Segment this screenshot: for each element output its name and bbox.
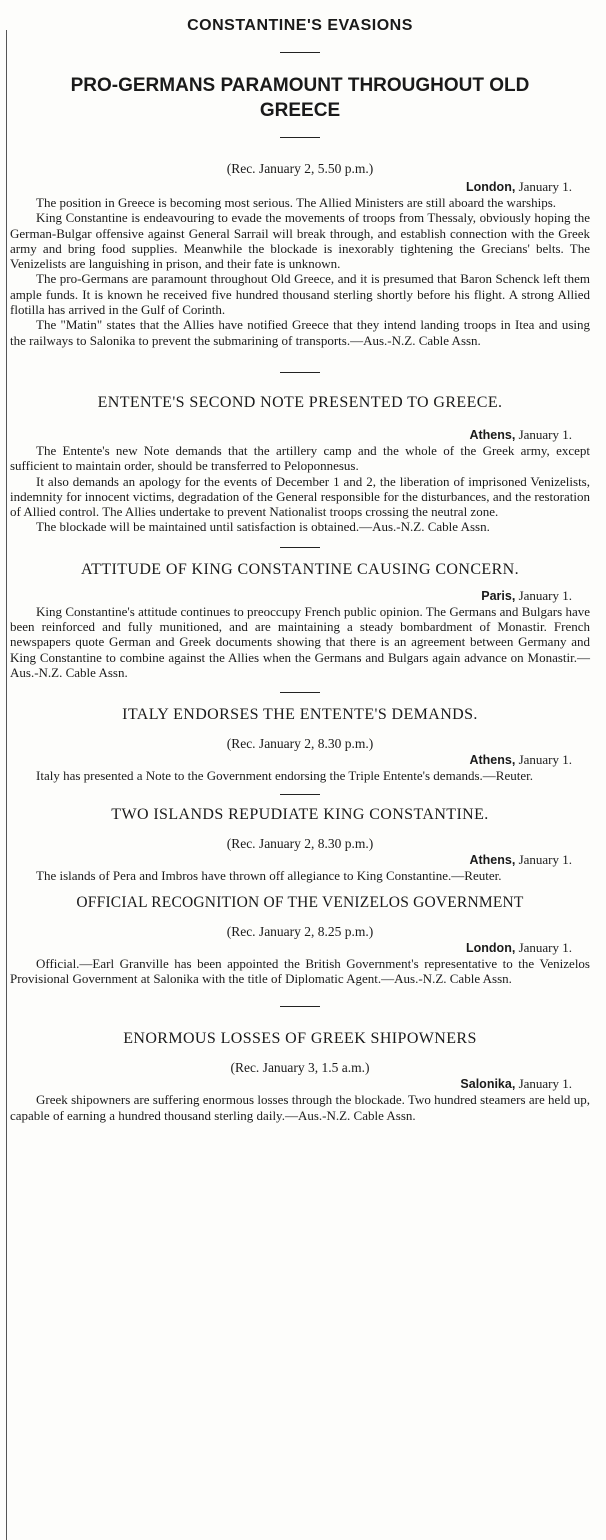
article-pro-germans [10,160,590,348]
paragraph-text: The position in Greece is becoming most serious. [36,195,294,210]
dateline-date: January 1. [518,426,572,442]
paragraph: The blockade will be maintained until satisfaction is obtained.—Aus.-N.Z. Cable Assn. [36,519,490,535]
dateline [10,852,590,868]
divider [280,547,320,548]
divider [280,52,320,53]
paragraph: Official.—Earl Granville has been appointed the British Government's representative to the Venizelos Provisional Government at Salonika with the title of Diplomatic Agent.—Aus.-N.Z. Cable Assn. [10,955,590,987]
dateline-place: Salonika, [460,1077,516,1092]
dateline-date: January 1. [518,1076,572,1092]
dateline [10,427,590,443]
dateline-place: Athens, [469,753,516,768]
divider [280,372,320,373]
received-line: (Rec. January 2, 5.50 p.m.) [226,161,374,176]
article-shipowners [10,1029,590,1123]
paragraph: Greek shipowners are suffering enormous losses through the blockade. Two hundred steamers are held up, capable of earning a hundred thousand sterling daily.—Aus.-N.Z. Cable Assn. [10,1092,590,1123]
column-rule [6,30,7,1540]
paragraph [10,195,590,210]
dateline [10,940,590,956]
dateline [10,588,590,604]
paragraph: Italy has presented a Note to the Government endorsing the Triple Entente's demands.—Reuter. [36,768,533,784]
paragraph: The islands of Pera and Imbros have thrown off allegiance to King Constantine.—Reuter. [36,867,502,883]
divider [280,794,320,795]
news-column [10,0,590,1123]
dateline-place: London, [466,940,516,955]
section-headline: OFFICIAL RECOGNITION OF THE VENIZELOS GOVERNMENT [76,893,524,911]
article-islands [10,805,590,883]
dateline-date: January 1. [518,752,572,768]
divider [280,692,320,693]
article-italy [10,705,590,783]
received-line: (Rec. January 2, 8.30 p.m.) [226,835,374,851]
main-headline: PRO-GERMANS PARAMOUNT THROUGHOUT OLD GREECE [70,75,530,121]
paragraph: The pro-Germans are paramount throughout Old Greece, and it is presumed that Baron Schenck left them ample funds. It is known he received five hundred thousand sterling shortly before his flight. A strong Allied flotilla has arrived in the Gulf of Corinth. [10,271,590,318]
dateline-date: January 1. [518,851,572,867]
section-headline: ATTITUDE OF KING CONSTANTINE CAUSING CONCERN. [80,560,520,578]
section-headline: ENTENTE'S SECOND NOTE PRESENTED TO GREECE. [97,393,503,411]
dateline [10,752,590,768]
dateline-place: Athens, [469,852,516,867]
article-entente-note [10,393,590,535]
paragraph: King Constantine's attitude continues to preoccupy French public opinion. The Germans and Bulgars have been reinforced and fully munitioned, and are maintaining a steady bombardment of Monastir. French newspapers quote German and Greek documents showing that there is an agreement between Germany and King Constantine to combine against the Allies when the Germans and Bulgars again advance on Monastir.—Aus.-N.Z. Cable Assn. [10,603,590,680]
paragraph: King Constantine is endeavouring to evade the movements of troops from Thessaly, obviously hoping the German-Bulgar offensive against General Sarrail will break through, and establish connection with the Greek army and bring food supplies. Meanwhile the blockade is inexorably tightening the Grecians' belts. The Venizelists are languishing in prison, and their fate is unknown. [10,210,590,272]
article-recognition [10,893,590,987]
dateline-place: London, [466,180,516,194]
divider [280,1006,320,1007]
dateline-place: Paris, [481,588,516,603]
section-headline: ENORMOUS LOSSES OF GREEK SHIPOWNERS [123,1030,477,1048]
received-line: (Rec. January 3, 1.5 a.m.) [230,1060,370,1076]
received-line: (Rec. January 2, 8.30 p.m.) [226,736,374,752]
dateline-date: January 1. [518,587,572,603]
paragraph-text: The Allied Ministers are still aboard the warships. [296,195,557,210]
paragraph: It also demands an apology for the events of December 1 and 2, the liberation of imprisoned Venizelists, indemnity for innocent victims, degradation of the General responsible for the disturbances, and the restoration of Allied control. The Allies undertake to prevent Nationalist troops crossing the neutral zone. [10,473,590,520]
section-headline: ITALY ENDORSES THE ENTENTE'S DEMANDS. [122,706,478,724]
paragraph: The "Matin" states that the Allies have notified Greece that they intend landing troops in Itea and using the railways to Salonika to prevent the submarining of transports.—Aus.-N.Z. Cable Assn. [10,317,590,348]
paragraph: The Entente's new Note demands that the artillery camp and the whole of the Greek army, except sufficient to maintain order, should be transferred to Peloponnesus. [10,442,590,474]
article-attitude [10,560,590,680]
kicker-headline: CONSTANTINE'S EVASIONS [187,17,413,34]
dateline-date: January 1. [518,179,572,194]
dateline [10,179,590,195]
section-headline: TWO ISLANDS REPUDIATE KING CONSTANTINE. [111,805,489,823]
divider [280,137,320,138]
dateline-place: Athens, [469,427,516,442]
received-line: (Rec. January 2, 8.25 p.m.) [226,923,374,939]
dateline-date: January 1. [518,939,572,955]
dateline [10,1076,590,1092]
